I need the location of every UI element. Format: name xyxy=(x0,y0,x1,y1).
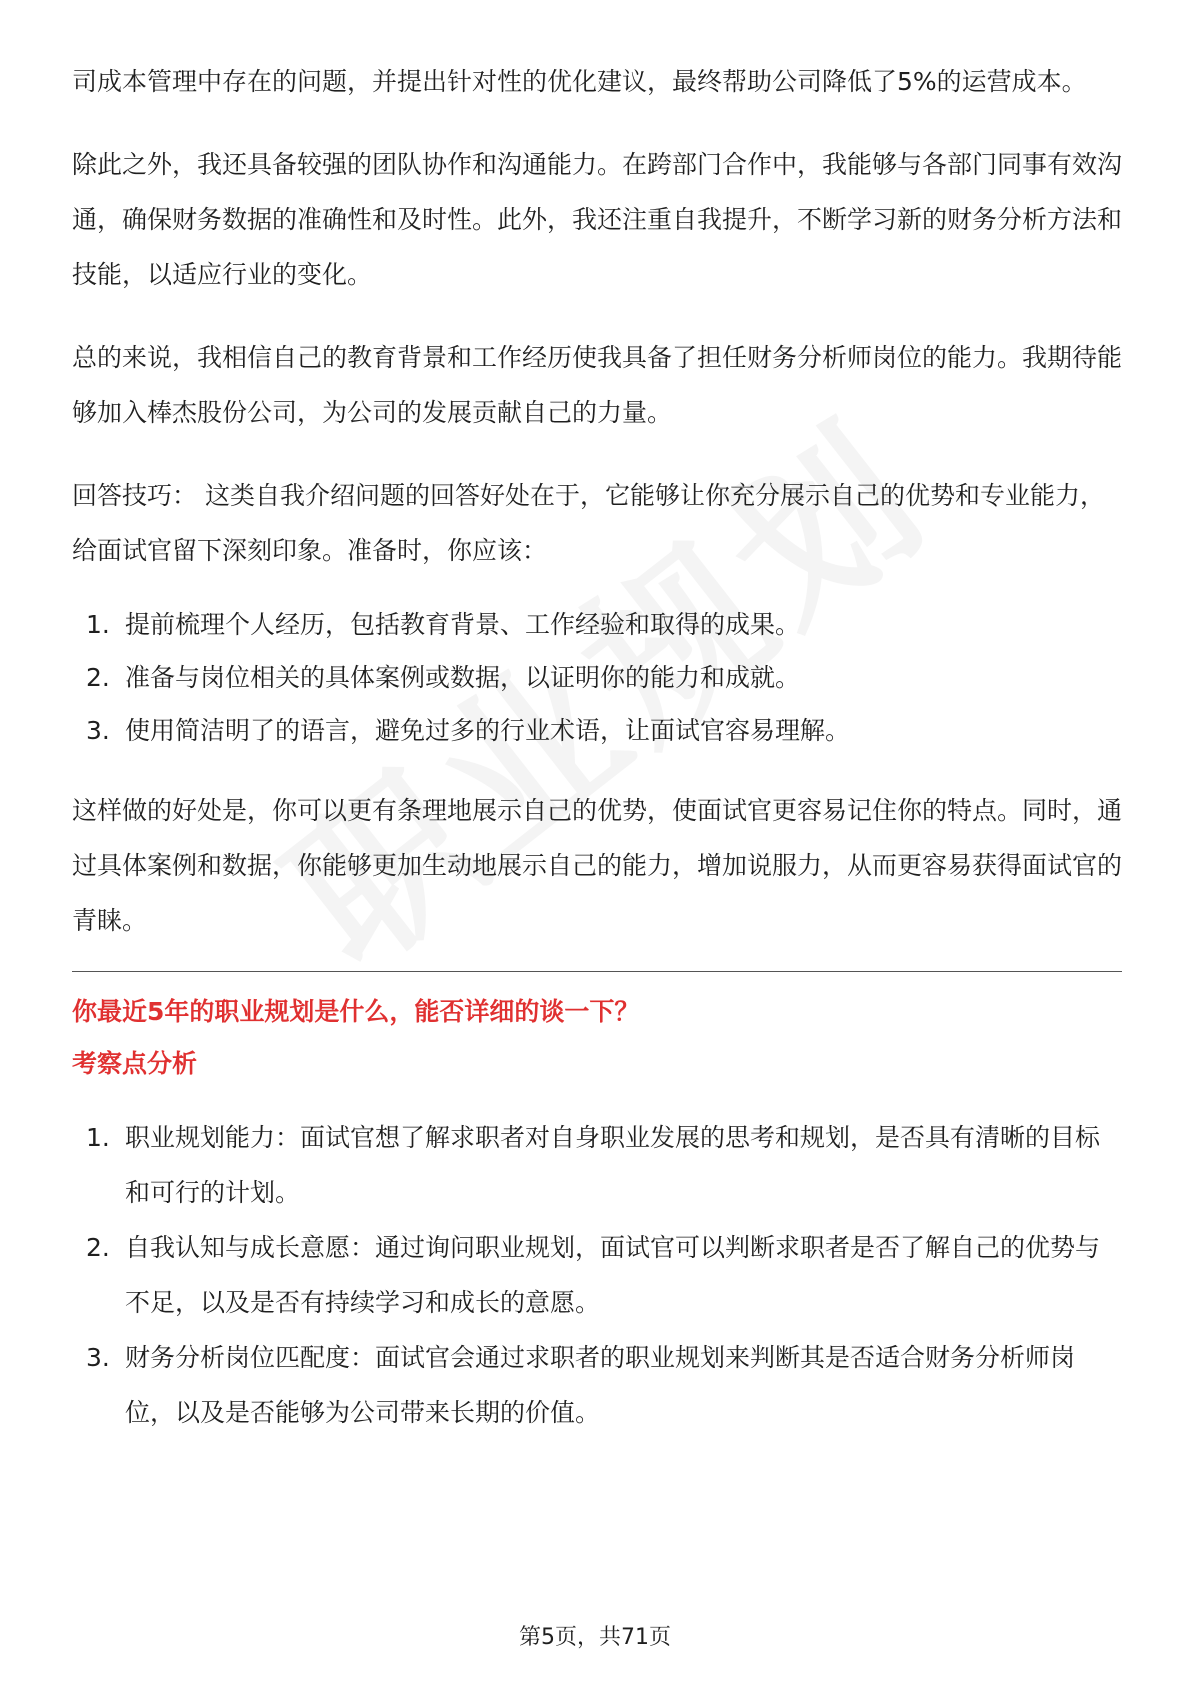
paragraph-teamwork: 除此之外，我还具备较强的团队协作和沟通能力。在跨部门合作中，我能够与各部门同事有效沟通，确保财务数据的准确性和及时性。此外，我还注重自我提升，不断学习新的财务分析方法和技能，以适应行业的变化。 xyxy=(72,150,1123,289)
list-item xyxy=(72,1220,1122,1330)
analysis-list xyxy=(72,1110,1122,1440)
paragraph-cost-result: 司成本管理中存在的问题，并提出针对性的优化建议，最终帮助公司降低了5%的运营成本。 xyxy=(72,67,1087,96)
document-body xyxy=(72,54,1122,1466)
list-item xyxy=(72,1110,1122,1220)
list-number: 2. xyxy=(86,1233,110,1262)
list-item-text: 职业规划能力：面试官想了解求职者对自身职业发展的思考和规划，是否具有清晰的目标和可行的计划。 xyxy=(125,1123,1101,1207)
list-item-text: 自我认知与成长意愿：通过询问职业规划，面试官可以判断求职者是否了解自己的优势与不足，以及是否有持续学习和成长的意愿。 xyxy=(125,1233,1101,1317)
paragraph-benefits: 这样做的好处是，你可以更有条理地展示自己的优势，使面试官更容易记住你的特点。同时，通过具体案例和数据，你能够更加生动地展示自己的能力，增加说服力，从而更容易获得面试官的青睐。 xyxy=(72,796,1123,935)
list-item xyxy=(72,651,1122,704)
paragraph-summary: 总的来说，我相信自己的教育背景和工作经历使我具备了担任财务分析师岗位的能力。我期待能够加入棒杰股份公司，为公司的发展贡献自己的力量。 xyxy=(72,343,1123,427)
list-item-text: 使用简洁明了的语言，避免过多的行业术语，让面试官容易理解。 xyxy=(125,716,851,745)
list-item xyxy=(72,704,1122,757)
list-number: 3. xyxy=(86,716,110,745)
page-number: 第5页，共71页 xyxy=(519,1625,671,1650)
list-item-text: 财务分析岗位匹配度：面试官会通过求职者的职业规划来判断其是否适合财务分析师岗位，以及是否能够为公司带来长期的价值。 xyxy=(125,1343,1076,1427)
list-number: 2. xyxy=(86,663,110,692)
list-item-text: 提前梳理个人经历，包括教育背景、工作经验和取得的成果。 xyxy=(125,610,801,639)
analysis-label: 考察点分析 xyxy=(72,1049,198,1078)
paragraph-answer-tips: 回答技巧： 这类自我介绍问题的回答好处在于，它能够让你充分展示自己的优势和专业能力，给面试官留下深刻印象。准备时，你应该： xyxy=(72,481,1105,565)
list-item-text: 准备与岗位相关的具体案例或数据，以证明你的能力和成就。 xyxy=(125,663,801,692)
list-item xyxy=(72,1330,1122,1440)
section-divider xyxy=(72,971,1122,972)
question-heading: 你最近5年的职业规划是什么，能否详细的谈一下？ xyxy=(72,997,640,1026)
tips-list xyxy=(72,598,1122,757)
list-item xyxy=(72,598,1122,651)
list-number: 3. xyxy=(86,1343,110,1372)
list-number: 1. xyxy=(86,1123,110,1152)
list-number: 1. xyxy=(86,610,110,639)
